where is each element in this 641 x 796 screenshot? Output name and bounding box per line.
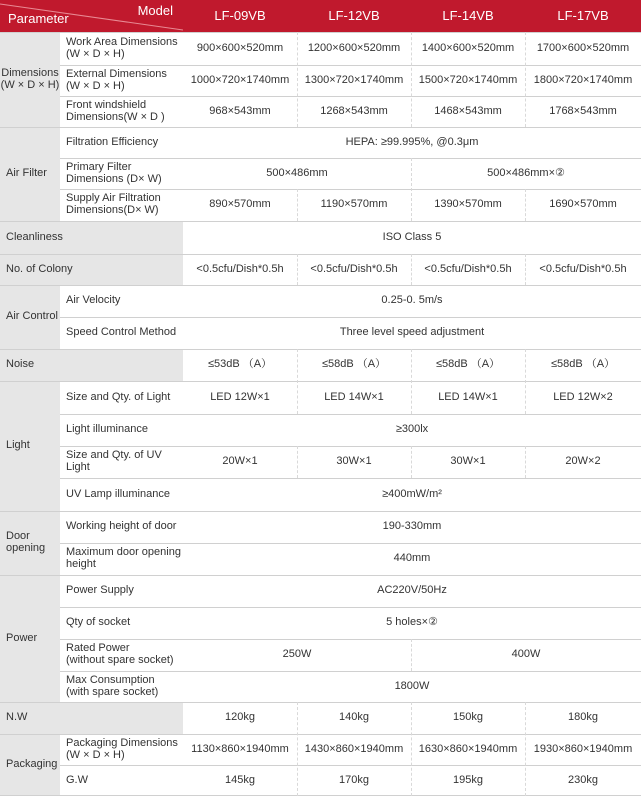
- column-separator: [411, 639, 413, 671]
- primary-filter-value-1: 500×486mm: [183, 158, 411, 189]
- colony-value-4: <0.5cfu/Dish*0.5h: [525, 254, 641, 285]
- noise-value-4: ≤58dB （A）: [525, 349, 641, 381]
- row-separator: [60, 543, 641, 544]
- header-model-2: LF-12VB: [297, 0, 411, 32]
- row-separator: [60, 317, 641, 318]
- gw-value-2: 170kg: [297, 765, 411, 796]
- category-air-control: Air Control: [0, 285, 60, 349]
- windshield-value-4: 1768×543mm: [525, 96, 641, 127]
- packaging-dims-value-4: 1930×860×1940mm: [525, 734, 641, 765]
- row-label-supply-filter: Supply Air Filtration Dimensions(D× W): [60, 189, 183, 221]
- external-value-3: 1500×720×1740mm: [411, 65, 525, 96]
- column-separator: [411, 254, 413, 285]
- category-noise: Noise: [0, 349, 183, 381]
- light-size-value-3: LED 14W×1: [411, 381, 525, 414]
- row-separator: [60, 639, 641, 640]
- row-separator: [0, 702, 641, 703]
- row-label-uv-illuminance: UV Lamp illuminance: [60, 478, 183, 511]
- uv-light-value-4: 20W×2: [525, 446, 641, 478]
- rated-power-value-2: 400W: [411, 639, 641, 671]
- nw-value-3: 150kg: [411, 702, 525, 734]
- colony-value-2: <0.5cfu/Dish*0.5h: [297, 254, 411, 285]
- category-nw: N.W: [0, 702, 183, 734]
- category-cleanliness: Cleanliness: [0, 221, 183, 254]
- row-label-gw: G.W: [60, 765, 183, 796]
- category-air-filter: Air Filter: [0, 127, 60, 221]
- row-separator: [0, 349, 641, 350]
- column-separator: [525, 32, 527, 127]
- windshield-value-3: 1468×543mm: [411, 96, 525, 127]
- category-colony: No. of Colony: [0, 254, 183, 285]
- row-label-light-size: Size and Qty. of Light: [60, 381, 183, 414]
- row-label-light-illuminance: Light illuminance: [60, 414, 183, 446]
- work-area-value-2: 1200×600×520mm: [297, 32, 411, 65]
- noise-value-3: ≤58dB （A）: [411, 349, 525, 381]
- packaging-dims-value-1: 1130×860×1940mm: [183, 734, 297, 765]
- column-separator: [297, 32, 299, 127]
- uv-light-value-2: 30W×1: [297, 446, 411, 478]
- column-separator: [297, 254, 299, 285]
- column-separator: [525, 702, 527, 796]
- door-max-height-value: 440mm: [183, 543, 641, 575]
- row-separator: [60, 414, 641, 415]
- windshield-value-2: 1268×543mm: [297, 96, 411, 127]
- row-separator: [60, 765, 641, 766]
- row-label-windshield: Front windshield Dimensions(W × D ): [60, 96, 183, 127]
- packaging-dims-value-3: 1630×860×1940mm: [411, 734, 525, 765]
- row-label-rated-power: Rated Power (without spare socket): [60, 639, 183, 671]
- light-size-value-4: LED 12W×2: [525, 381, 641, 414]
- work-area-value-3: 1400×600×520mm: [411, 32, 525, 65]
- column-separator: [411, 702, 413, 796]
- socket-qty-value: 5 holes×②: [183, 607, 641, 639]
- uv-light-value-1: 20W×1: [183, 446, 297, 478]
- packaging-dims-value-2: 1430×860×1940mm: [297, 734, 411, 765]
- row-label-packaging-dims: Packaging Dimensions (W × D × H): [60, 734, 183, 765]
- header-model-3: LF-14VB: [411, 0, 525, 32]
- row-label-uv-light: Size and Qty. of UV Light: [60, 446, 183, 478]
- primary-filter-value-2: 500×486mm×②: [411, 158, 641, 189]
- row-separator: [60, 478, 641, 479]
- row-separator: [60, 189, 641, 190]
- category-power: Power: [0, 575, 60, 702]
- row-label-speed-control: Speed Control Method: [60, 317, 183, 349]
- work-area-value-4: 1700×600×520mm: [525, 32, 641, 65]
- row-separator: [0, 254, 641, 255]
- row-label-door-working-height: Working height of door: [60, 511, 183, 543]
- noise-value-1: ≤53dB （A）: [183, 349, 297, 381]
- work-area-value-1: 900×600×520mm: [183, 32, 297, 65]
- row-label-filtration-efficiency: Filtration Efficiency: [60, 127, 183, 158]
- light-illuminance-value: ≥300lx: [183, 414, 641, 446]
- row-label-max-consumption: Max Consumption (with spare socket): [60, 671, 183, 702]
- row-separator: [0, 285, 641, 286]
- row-label-power-supply: Power Supply: [60, 575, 183, 607]
- colony-value-3: <0.5cfu/Dish*0.5h: [411, 254, 525, 285]
- power-supply-value: AC220V/50Hz: [183, 575, 641, 607]
- column-separator: [411, 32, 413, 127]
- column-separator: [411, 349, 413, 414]
- row-separator: [0, 127, 641, 128]
- nw-value-4: 180kg: [525, 702, 641, 734]
- gw-value-3: 195kg: [411, 765, 525, 796]
- row-separator: [60, 96, 641, 97]
- uv-illuminance-value: ≥400mW/m²: [183, 478, 641, 511]
- gw-value-4: 230kg: [525, 765, 641, 796]
- light-size-value-2: LED 14W×1: [297, 381, 411, 414]
- row-separator: [0, 734, 641, 735]
- category-dimensions: Dimensions (W × D × H): [0, 32, 60, 127]
- row-separator: [0, 221, 641, 222]
- windshield-value-1: 968×543mm: [183, 96, 297, 127]
- row-label-door-max-height: Maximum door opening height: [60, 543, 183, 575]
- row-separator: [0, 381, 641, 382]
- row-separator: [0, 575, 641, 576]
- column-separator: [411, 446, 413, 478]
- supply-filter-value-1: 890×570mm: [183, 189, 297, 221]
- air-velocity-value: 0.25-0. 5m/s: [183, 285, 641, 317]
- uv-light-value-3: 30W×1: [411, 446, 525, 478]
- row-separator: [60, 446, 641, 447]
- supply-filter-value-2: 1190×570mm: [297, 189, 411, 221]
- column-separator: [525, 189, 527, 221]
- max-consumption-value: 1800W: [183, 671, 641, 702]
- row-separator: [0, 32, 641, 33]
- row-label-air-velocity: Air Velocity: [60, 285, 183, 317]
- external-value-2: 1300×720×1740mm: [297, 65, 411, 96]
- row-label-socket-qty: Qty of socket: [60, 607, 183, 639]
- row-separator: [0, 511, 641, 512]
- header-model-label: Model: [137, 3, 173, 18]
- header-parameter-label: Parameter: [8, 11, 69, 26]
- row-label-external: External Dimensions (W × D × H): [60, 65, 183, 96]
- speed-control-value: Three level speed adjustment: [183, 317, 641, 349]
- category-packaging: Packaging: [0, 734, 60, 796]
- supply-filter-value-4: 1690×570mm: [525, 189, 641, 221]
- rated-power-value-1: 250W: [183, 639, 411, 671]
- gw-value-1: 145kg: [183, 765, 297, 796]
- column-separator: [297, 349, 299, 414]
- category-light: Light: [0, 381, 60, 511]
- colony-value-1: <0.5cfu/Dish*0.5h: [183, 254, 297, 285]
- column-separator: [525, 349, 527, 414]
- column-separator: [525, 446, 527, 478]
- column-separator: [297, 446, 299, 478]
- column-separator: [525, 254, 527, 285]
- row-separator: [60, 158, 641, 159]
- category-door-opening: Door opening: [0, 511, 60, 575]
- row-label-primary-filter: Primary Filter Dimensions (D× W): [60, 158, 183, 189]
- header-model-4: LF-17VB: [525, 0, 641, 32]
- column-separator: [411, 158, 413, 221]
- door-working-height-value: 190-330mm: [183, 511, 641, 543]
- nw-value-1: 120kg: [183, 702, 297, 734]
- noise-value-2: ≤58dB （A）: [297, 349, 411, 381]
- filtration-efficiency-value: HEPA: ≥99.995%, @0.3μm: [183, 127, 641, 158]
- row-separator: [60, 671, 641, 672]
- light-size-value-1: LED 12W×1: [183, 381, 297, 414]
- column-separator: [297, 189, 299, 221]
- header-parameter-model-cell: [0, 0, 183, 32]
- nw-value-2: 140kg: [297, 702, 411, 734]
- cleanliness-value: ISO Class 5: [183, 221, 641, 254]
- external-value-1: 1000×720×1740mm: [183, 65, 297, 96]
- supply-filter-value-3: 1390×570mm: [411, 189, 525, 221]
- row-label-work-area: Work Area Dimensions (W × D × H): [60, 32, 183, 65]
- row-separator: [60, 607, 641, 608]
- header-model-1: LF-09VB: [183, 0, 297, 32]
- row-separator: [60, 65, 641, 66]
- column-separator: [297, 702, 299, 796]
- external-value-4: 1800×720×1740mm: [525, 65, 641, 96]
